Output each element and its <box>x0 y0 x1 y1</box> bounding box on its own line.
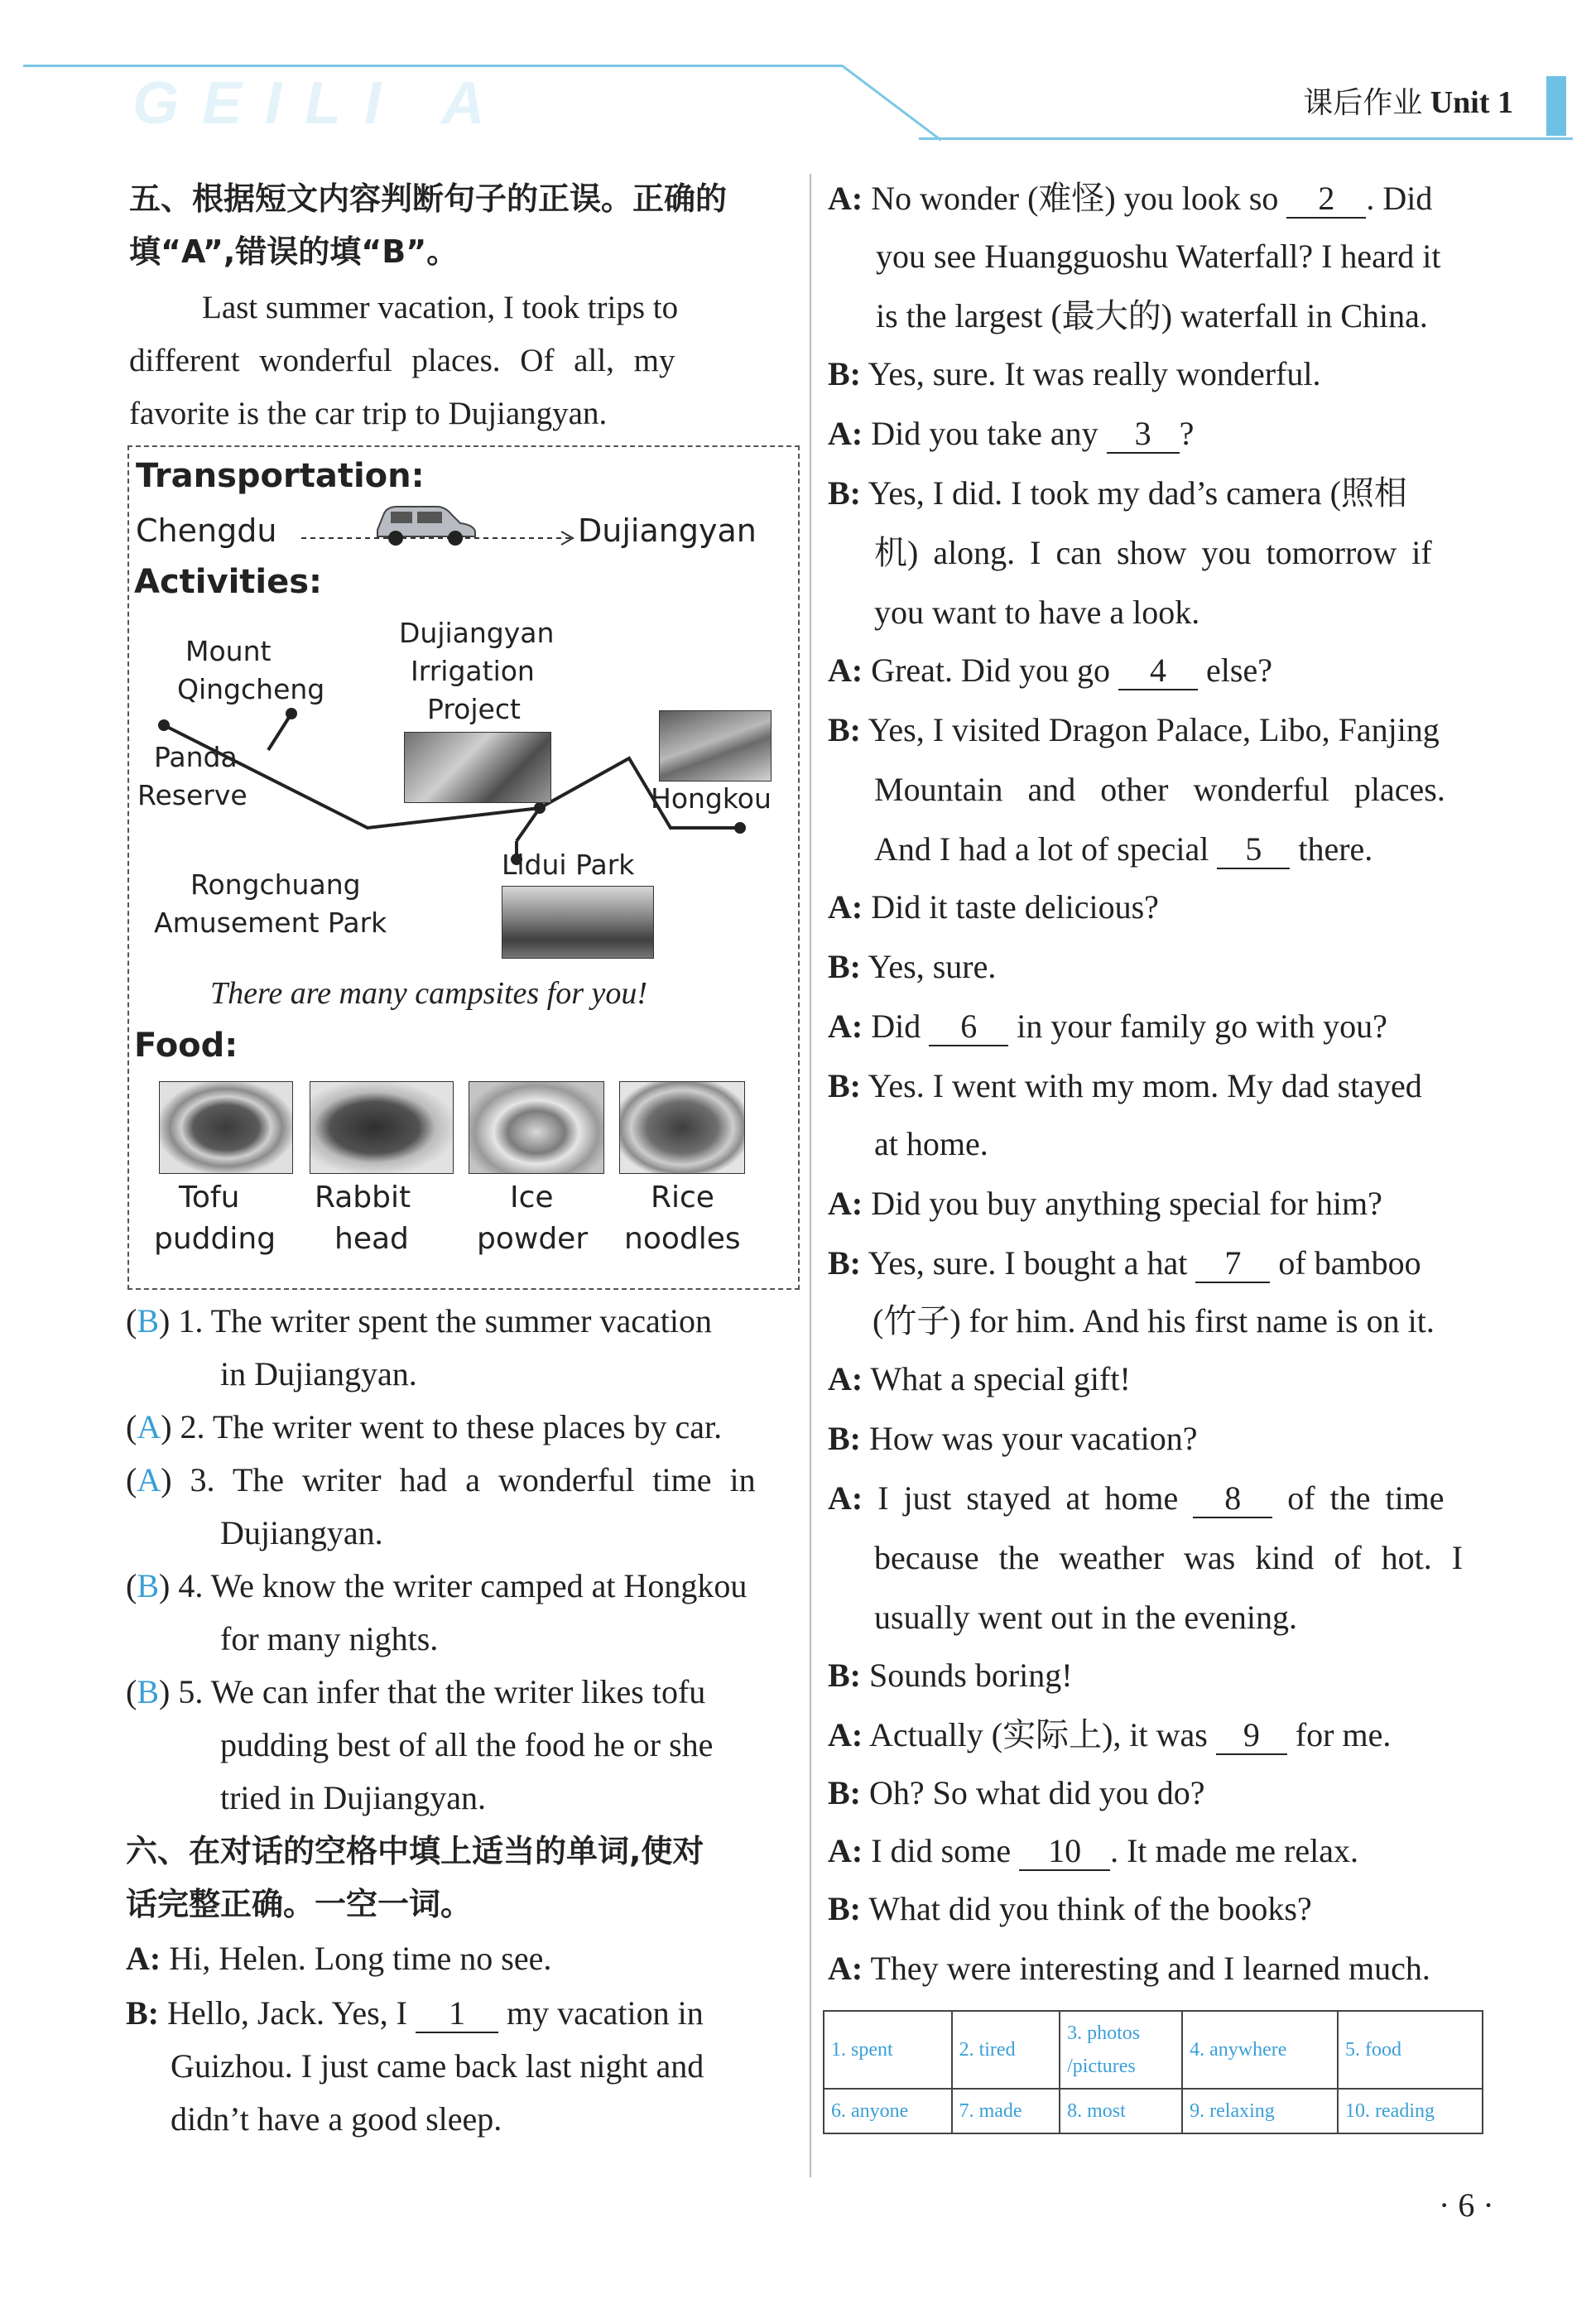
food-photo-tofu <box>159 1081 293 1174</box>
dialogue-right-line7: 机) along. I can show you tomorrow if <box>874 534 1432 571</box>
blank-1[interactable]: 1 <box>416 1995 498 2033</box>
place-panda-1: Panda <box>154 741 238 773</box>
question-3: (A) 3. The writer had a wonderful time in <box>126 1461 756 1498</box>
map-point-hongkou <box>734 822 746 834</box>
answer-key-cell: 5. food <box>1338 2011 1483 2089</box>
question-1: (B) 1. The writer spent the summer vacation <box>126 1302 712 1339</box>
campsites-note: There are many campsites for you! <box>210 976 648 1011</box>
answer-key-cell: 4. anywhere <box>1182 2011 1338 2089</box>
dialogue-right-line14: B: Yes, sure. <box>828 948 997 985</box>
lidui-photo <box>502 886 654 959</box>
answer-key-cell: 8. most <box>1060 2089 1182 2133</box>
map-point-lidui <box>534 802 546 814</box>
place-mount-qingcheng-2: Qingcheng <box>177 673 325 705</box>
dialogue-left-b1-line2: Guizhou. I just came back last night and <box>171 2047 704 2085</box>
dialogue-right-line29: A: I did some 10 . It made me relax. <box>828 1832 1358 1869</box>
blank-10[interactable]: 10 <box>1019 1833 1110 1871</box>
dialogue-right-line30: B: What did you think of the books? <box>828 1890 1312 1927</box>
blank-8[interactable]: 8 <box>1193 1480 1272 1518</box>
dialogue-right-line4: B: Yes, sure. It was really wonderful. <box>828 355 1321 392</box>
food-photo-rice-noodles <box>619 1081 745 1174</box>
place-hongkou: Hongkou <box>651 782 772 815</box>
food-label-4-line1: Rice <box>651 1181 714 1214</box>
question-4: (B) 4. We know the writer camped at Hongkou <box>126 1567 748 1604</box>
route-to: Dujiangyan <box>578 512 757 549</box>
dialogue-left-b1: B: Hello, Jack. Yes, I 1 my vacation in <box>126 1994 704 2032</box>
question-2: (A) 2. The writer went to these places by car. <box>126 1408 723 1445</box>
question-5-text: We can infer that the writer likes tofu <box>210 1673 706 1710</box>
food-heading: Food: <box>134 1027 238 1065</box>
food-label-2-line1: Rabbit <box>315 1181 411 1214</box>
irrigation-photo <box>404 732 551 803</box>
dialogue-right-line5: A: Did you take any 3 ? <box>828 415 1195 452</box>
answer-key-cell: 10. reading <box>1338 2089 1483 2133</box>
answer-key-cell: 3. photos /pictures <box>1060 2011 1182 2089</box>
page-number: · 6 · <box>1439 2186 1494 2224</box>
dialogue-right-line31: A: They were interesting and I learned much. <box>828 1950 1430 1987</box>
dialogue-right-line20: (竹子) for him. And his first name is on it. <box>873 1302 1435 1339</box>
question-4-text: We know the writer camped at Hongkou <box>210 1567 748 1604</box>
dialogue-right-line21: A: What a special gift! <box>828 1360 1131 1397</box>
header-rule-diagonal <box>841 65 942 142</box>
question-1-text: The writer spent the summer vacation <box>210 1302 712 1339</box>
question-5-answer: B <box>137 1673 160 1710</box>
dialogue-right-line11: Mountain and other wonderful places. <box>874 771 1445 808</box>
question-1-line2: in Dujiangyan. <box>220 1355 417 1392</box>
place-mount-qingcheng-1: Mount <box>185 635 272 667</box>
blank-6[interactable]: 6 <box>929 1008 1008 1046</box>
answer-key-row <box>824 2089 1483 2133</box>
food-label-3-line2: powder <box>477 1222 589 1256</box>
blank-5[interactable]: 5 <box>1217 831 1290 869</box>
dialogue-right-line2: you see Huangguoshu Waterfall? I heard it <box>876 238 1441 275</box>
answer-key-cell: 7. made <box>952 2089 1060 2133</box>
route-from: Chengdu <box>136 512 277 549</box>
hongkou-photo <box>659 710 772 782</box>
dialogue-right-line9: A: Great. Did you go 4 else? <box>828 652 1272 689</box>
food-label-2-line2: head <box>334 1222 409 1256</box>
answer-key-cell: 1. spent <box>824 2011 952 2089</box>
food-label-4-line2: noodles <box>624 1222 741 1256</box>
header-title-unit: Unit 1 <box>1430 85 1513 120</box>
header-rule-right <box>919 137 1573 140</box>
dialogue-right-line3: is the largest (最大的) waterfall in China. <box>876 297 1428 334</box>
question-3-answer: A <box>137 1461 161 1498</box>
place-rongchuang-1: Rongchuang <box>190 868 361 901</box>
blank-3[interactable]: 3 <box>1107 416 1180 454</box>
question-3-text: The writer had a wonderful time in <box>232 1461 756 1498</box>
activities-heading: Activities: <box>134 563 323 601</box>
answer-key-cell: 6. anyone <box>824 2089 952 2133</box>
blank-9[interactable]: 9 <box>1216 1717 1287 1755</box>
car-route-graphic <box>298 492 579 550</box>
answer-key-table <box>823 2010 1483 2134</box>
dialogue-right-line6: B: Yes, I did. I took my dad’s camera (照相 <box>828 474 1407 512</box>
dialogue-right-line13: A: Did it taste delicious? <box>828 888 1159 926</box>
passage-line2: different wonderful places. Of all, my <box>129 343 675 378</box>
place-rongchuang-2: Amusement Park <box>154 907 387 939</box>
car-icon <box>377 507 475 546</box>
dialogue-right-line17: at home. <box>874 1125 988 1162</box>
question-2-text: The writer went to these places by car. <box>212 1408 723 1445</box>
transportation-heading: Transportation: <box>136 457 425 495</box>
header-accent-bar <box>1546 76 1566 136</box>
question-5-line2: pudding best of all the food he or she <box>220 1726 714 1763</box>
map-point-qingcheng <box>286 708 297 719</box>
question-3-line2: Dujiangyan. <box>220 1514 383 1551</box>
food-photo-ice-powder <box>469 1081 604 1174</box>
header-title-cn: 课后作业 <box>1303 86 1423 120</box>
place-irrigation-2: Irrigation <box>411 655 535 687</box>
header-watermark: GEILI A <box>132 70 508 137</box>
dialogue-right-line15: A: Did 6 in your family go with you? <box>828 1008 1387 1045</box>
food-label-3-line1: Ice <box>510 1181 554 1214</box>
blank-4[interactable]: 4 <box>1118 652 1198 690</box>
place-irrigation-3: Project <box>427 693 521 725</box>
dialogue-right-line23: A: I just stayed at home 8 of the time <box>828 1479 1445 1517</box>
question-2-answer: A <box>137 1408 161 1445</box>
question-1-answer: B <box>137 1302 160 1339</box>
place-irrigation-1: Dujiangyan <box>399 617 555 649</box>
blank-7[interactable]: 7 <box>1195 1245 1270 1283</box>
dialogue-right-line25: usually went out in the evening. <box>874 1599 1298 1636</box>
food-photo-rabbit <box>310 1081 454 1174</box>
dialogue-right-line8: you want to have a look. <box>874 594 1200 631</box>
dialogue-right-line24: because the weather was kind of hot. I <box>874 1539 1464 1576</box>
section6-instruction-line1: 六、在对话的空格中填上适当的单词,使对 <box>126 1833 704 1869</box>
section6-instruction-line2: 话完整正确。一空一词。 <box>126 1886 473 1922</box>
food-label-1-line2: pudding <box>154 1222 276 1256</box>
dialogue-right-line26: B: Sounds boring! <box>828 1657 1073 1694</box>
dialogue-right-line28: B: Oh? So what did you do? <box>828 1774 1205 1811</box>
answer-key-cell: 9. relaxing <box>1182 2089 1338 2133</box>
header-rule <box>23 65 843 67</box>
dialogue-right-line16: B: Yes. I went with my mom. My dad stayed <box>828 1067 1422 1104</box>
dialogue-right-line27: A: Actually (实际上), it was 9 for me. <box>828 1716 1392 1753</box>
dialogue-left-a1: A: Hi, Helen. Long time no see. <box>126 1940 552 1977</box>
dialogue-right-line18: A: Did you buy anything special for him? <box>828 1185 1382 1222</box>
question-4-line2: for many nights. <box>220 1620 439 1657</box>
answer-key-cell: 2. tired <box>952 2011 1060 2089</box>
dialogue-left-b1-line3: didn’t have a good sleep. <box>171 2100 502 2138</box>
dialogue-right-line22: B: How was your vacation? <box>828 1420 1198 1457</box>
answer-key-row <box>824 2011 1483 2089</box>
blank-2[interactable]: 2 <box>1286 180 1366 219</box>
place-lidui: Lidui Park <box>502 849 635 881</box>
question-5: (B) 5. We can infer that the writer likes tofu <box>126 1673 706 1710</box>
column-divider <box>810 174 811 2177</box>
question-4-answer: B <box>137 1567 160 1604</box>
question-5-line3: tried in Dujiangyan. <box>220 1779 487 1816</box>
section5-instruction-line1: 五、根据短文内容判断句子的正误。正确的 <box>129 180 728 217</box>
dialogue-right-line10: B: Yes, I visited Dragon Palace, Libo, Fanjing <box>828 711 1440 748</box>
dialogue-right-line1: A: No wonder (难怪) you look so 2 . Did <box>828 180 1433 217</box>
passage-line3: favorite is the car trip to Dujiangyan. <box>129 396 608 431</box>
section5-instruction-line2: 填“A”,错误的填“B”。 <box>129 233 459 270</box>
dialogue-right-line19: B: Yes, sure. I bought a hat 7 of bamboo <box>828 1244 1421 1282</box>
map-point-panda <box>158 719 170 731</box>
passage-line1: Last summer vacation, I took trips to <box>202 290 679 325</box>
food-label-1-line1: Tofu <box>179 1181 240 1214</box>
dialogue-right-line12: And I had a lot of special 5 there. <box>874 830 1373 868</box>
place-panda-2: Reserve <box>137 779 248 811</box>
header-title <box>1303 79 1513 122</box>
